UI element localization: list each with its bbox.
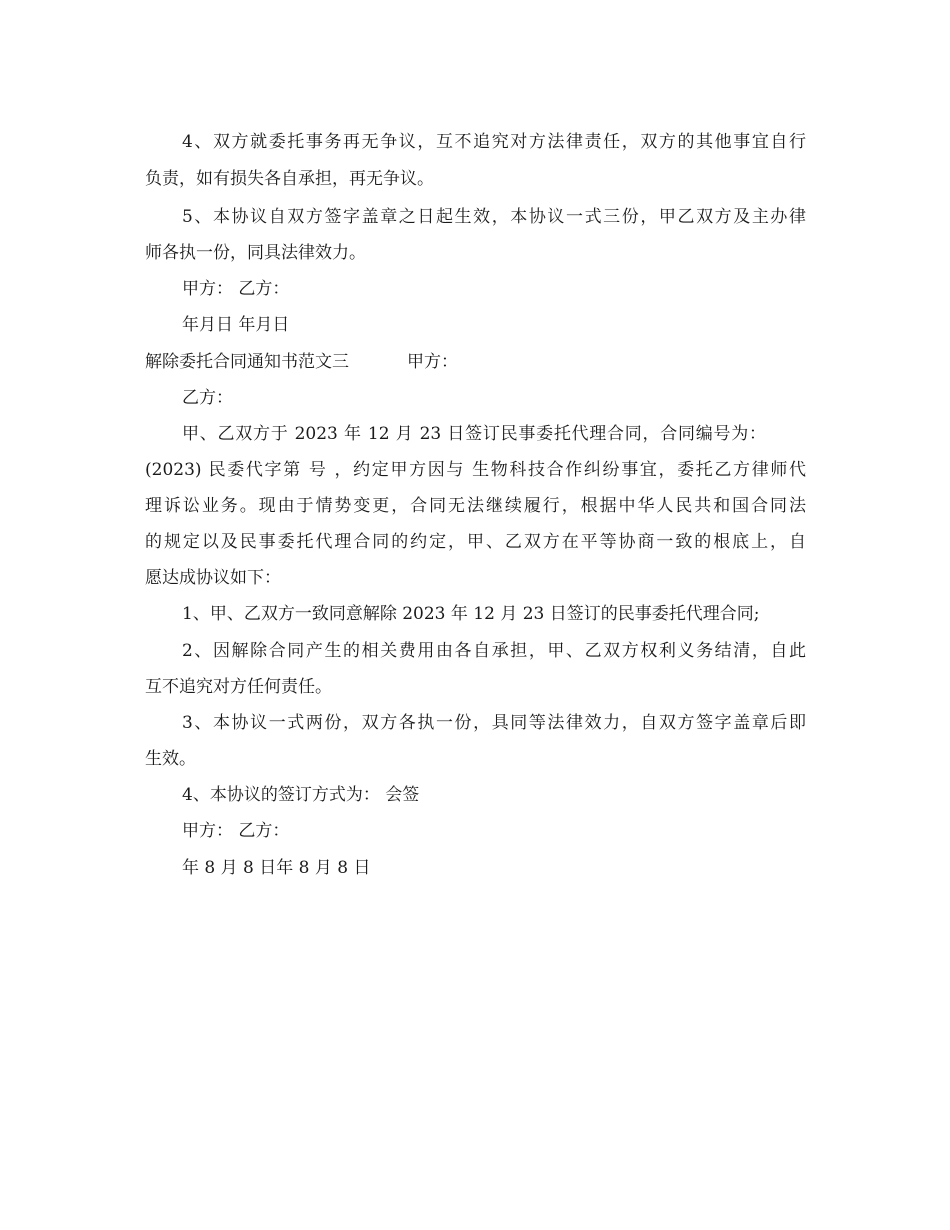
intro-line-1: 甲、乙双方于 2023 年 12 月 23 日签订民事委托代理合同，合同编号为： xyxy=(182,424,766,444)
paragraph-4-line-2: 负责，如有损失各自承担，再无争议。 xyxy=(145,169,434,189)
agreement-item-3-line-1: 3、本协议一式两份，双方各执一份，具同等法律效力，自双方签字盖章后即 xyxy=(182,713,806,733)
party-a-label: 甲方： xyxy=(407,352,458,372)
date-line-2: 年 8 月 8 日年 8 月 8 日 xyxy=(182,858,371,878)
paragraph-5-line-2: 师各执一份，同具法律效力。 xyxy=(145,243,366,263)
date-line-1: 年月日 年月日 xyxy=(182,315,290,335)
intro-line-4: 的规定以及民事委托代理合同的约定，甲、乙双方在平等协商一致的根底上，自 xyxy=(145,532,806,552)
intro-line-3: 理诉讼业务。现由于情势变更，合同无法继续履行，根据中华人民共和国合同法 xyxy=(145,496,806,516)
agreement-item-2-line-2: 互不追究对方任何责任。 xyxy=(145,677,332,697)
paragraph-5-line-1: 5、本协议自双方签字盖章之日起生效，本协议一式三份，甲乙双方及主办律 xyxy=(182,207,806,227)
party-b-label: 乙方： xyxy=(182,388,233,408)
section-title: 解除委托合同通知书范文三 xyxy=(145,352,349,372)
agreement-item-2-line-1: 2、因解除合同产生的相关费用由各自承担，甲、乙双方权利义务结清，自此 xyxy=(182,641,806,661)
intro-line-2: (2023) 民委代字第 号 ，约定甲方因与 生物科技合作纠纷事宜，委托乙方律师代 xyxy=(145,460,806,480)
agreement-item-3-line-2: 生效。 xyxy=(145,749,196,769)
agreement-item-1: 1、甲、乙双方一致同意解除 2023 年 12 月 23 日签订的民事委托代理合同; xyxy=(182,604,760,624)
paragraph-4-line-1: 4、双方就委托事务再无争议，互不追究对方法律责任，双方的其他事宜自行 xyxy=(182,132,806,152)
signature-line-1: 甲方： 乙方： xyxy=(182,279,290,299)
intro-line-5: 愿达成协议如下： xyxy=(145,568,281,588)
agreement-item-4: 4、本协议的签订方式为： 会签 xyxy=(182,785,420,805)
signature-line-2: 甲方： 乙方： xyxy=(182,821,290,841)
